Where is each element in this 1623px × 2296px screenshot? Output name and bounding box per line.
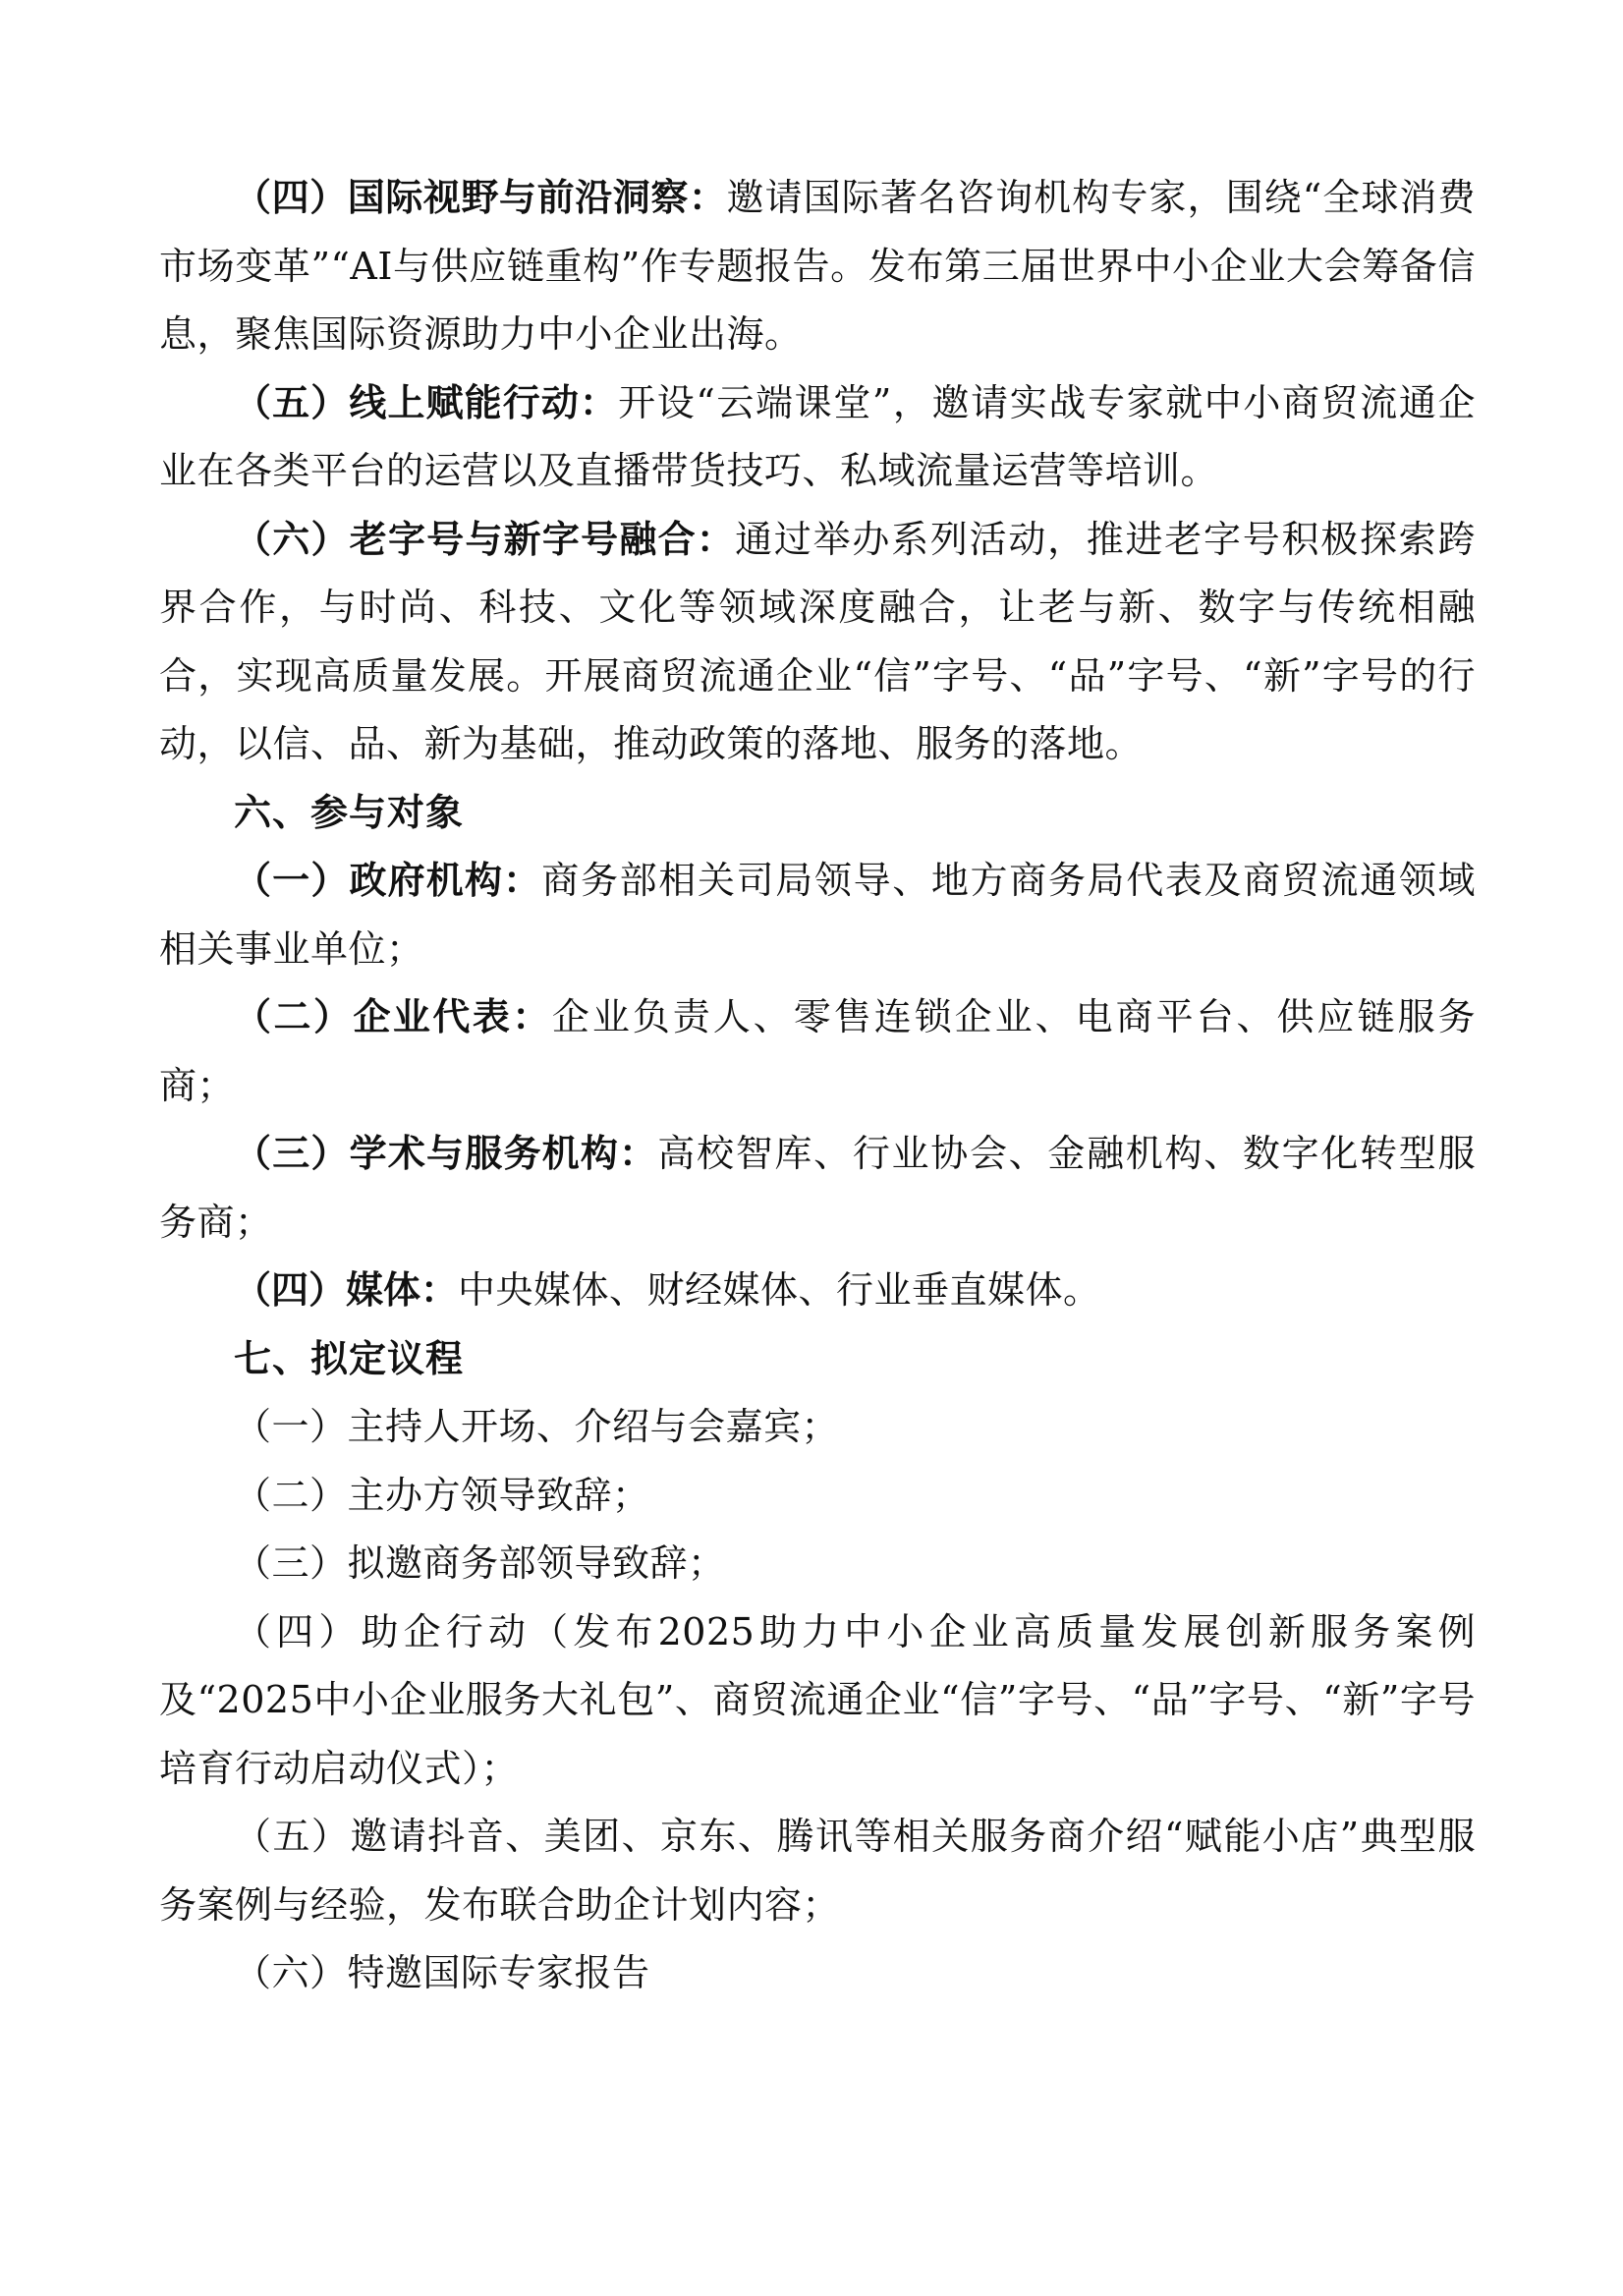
agenda-item-ministry-speech: （三）拟邀商务部领导致辞；: [234, 1541, 726, 1585]
participant-lead: （三）学术与服务机构：: [234, 1132, 658, 1175]
paragraph-lead: （四）国际视野与前沿洞察：: [234, 176, 727, 219]
agenda-item-host-speech: （二）主办方领导致辞；: [234, 1473, 650, 1517]
section-heading-participants: 六、参与对象: [234, 790, 465, 834]
participant-text: 商务部相关司局领导、地方商务局代表及商贸流通领域相关事业单位；: [159, 859, 1476, 971]
participant-item-media: [159, 1257, 1476, 1325]
agenda-item-enterprise-action: （四）助企行动（发布2025助力中小企业高质量发展创新服务案例及“2025中小企业服务大礼包”、商贸流通企业“信”字号、“品”字号、“新”字号培育行动启动仪式）；: [159, 1609, 1476, 1790]
participant-lead: （二）企业代表：: [234, 995, 552, 1038]
agenda-item-expert-report: （六）特邀国际专家报告: [234, 1951, 650, 1994]
paragraph-text: 通过举办系列活动，推进老字号积极探索跨界合作，与时尚、科技、文化等领域深度融合，让老与新、数字与传统相融合，实现高质量发展。开展商贸流通企业“信”字号、“品”字号、“新”字号的行动，以信、品、新为基础，推动政策的落地、服务的落地。: [159, 517, 1476, 765]
agenda-item-service-cases: （五）邀请抖音、美团、京东、腾讯等相关服务商介绍“赋能小店”典型服务案例与经验，发布联合助企计划内容；: [159, 1815, 1476, 1927]
agenda-item-opening: （一）主持人开场、介绍与会嘉宾；: [234, 1405, 840, 1448]
participant-text: 企业负责人、零售连锁企业、电商平台、供应链服务商；: [159, 995, 1476, 1107]
paragraph-time-honored-brands: [159, 506, 1476, 779]
paragraph-lead: （五）线上赋能行动：: [234, 380, 619, 424]
paragraph-online-empowerment: [159, 369, 1476, 506]
section-heading-agenda: 七、拟定议程: [234, 1336, 465, 1380]
paragraph-international-vision: [159, 164, 1476, 369]
participant-lead: （一）政府机构：: [234, 859, 542, 902]
paragraph-lead: （六）老字号与新字号融合：: [234, 517, 736, 561]
paragraph-text: 邀请国际著名咨询机构专家，围绕“全球消费市场变革”“AI与供应链重构”作专题报告。发布第三届世界中小企业大会筹备信息，聚焦国际资源助力中小企业出海。: [159, 176, 1476, 356]
paragraph-text: 开设“云端课堂”，邀请实战专家就中小商贸流通企业在各类平台的运营以及直播带货技巧、私域流量运营等培训。: [159, 380, 1476, 492]
document-page: [159, 164, 1476, 2008]
participant-item-academic: [159, 1120, 1476, 1257]
participant-text: 中央媒体、财经媒体、行业垂直媒体。: [458, 1268, 1101, 1312]
participant-item-enterprise: [159, 983, 1476, 1120]
participant-item-government: [159, 847, 1476, 983]
participant-lead: （四）媒体：: [234, 1268, 459, 1312]
participant-text: 高校智库、行业协会、金融机构、数字化转型服务商；: [159, 1132, 1476, 1244]
